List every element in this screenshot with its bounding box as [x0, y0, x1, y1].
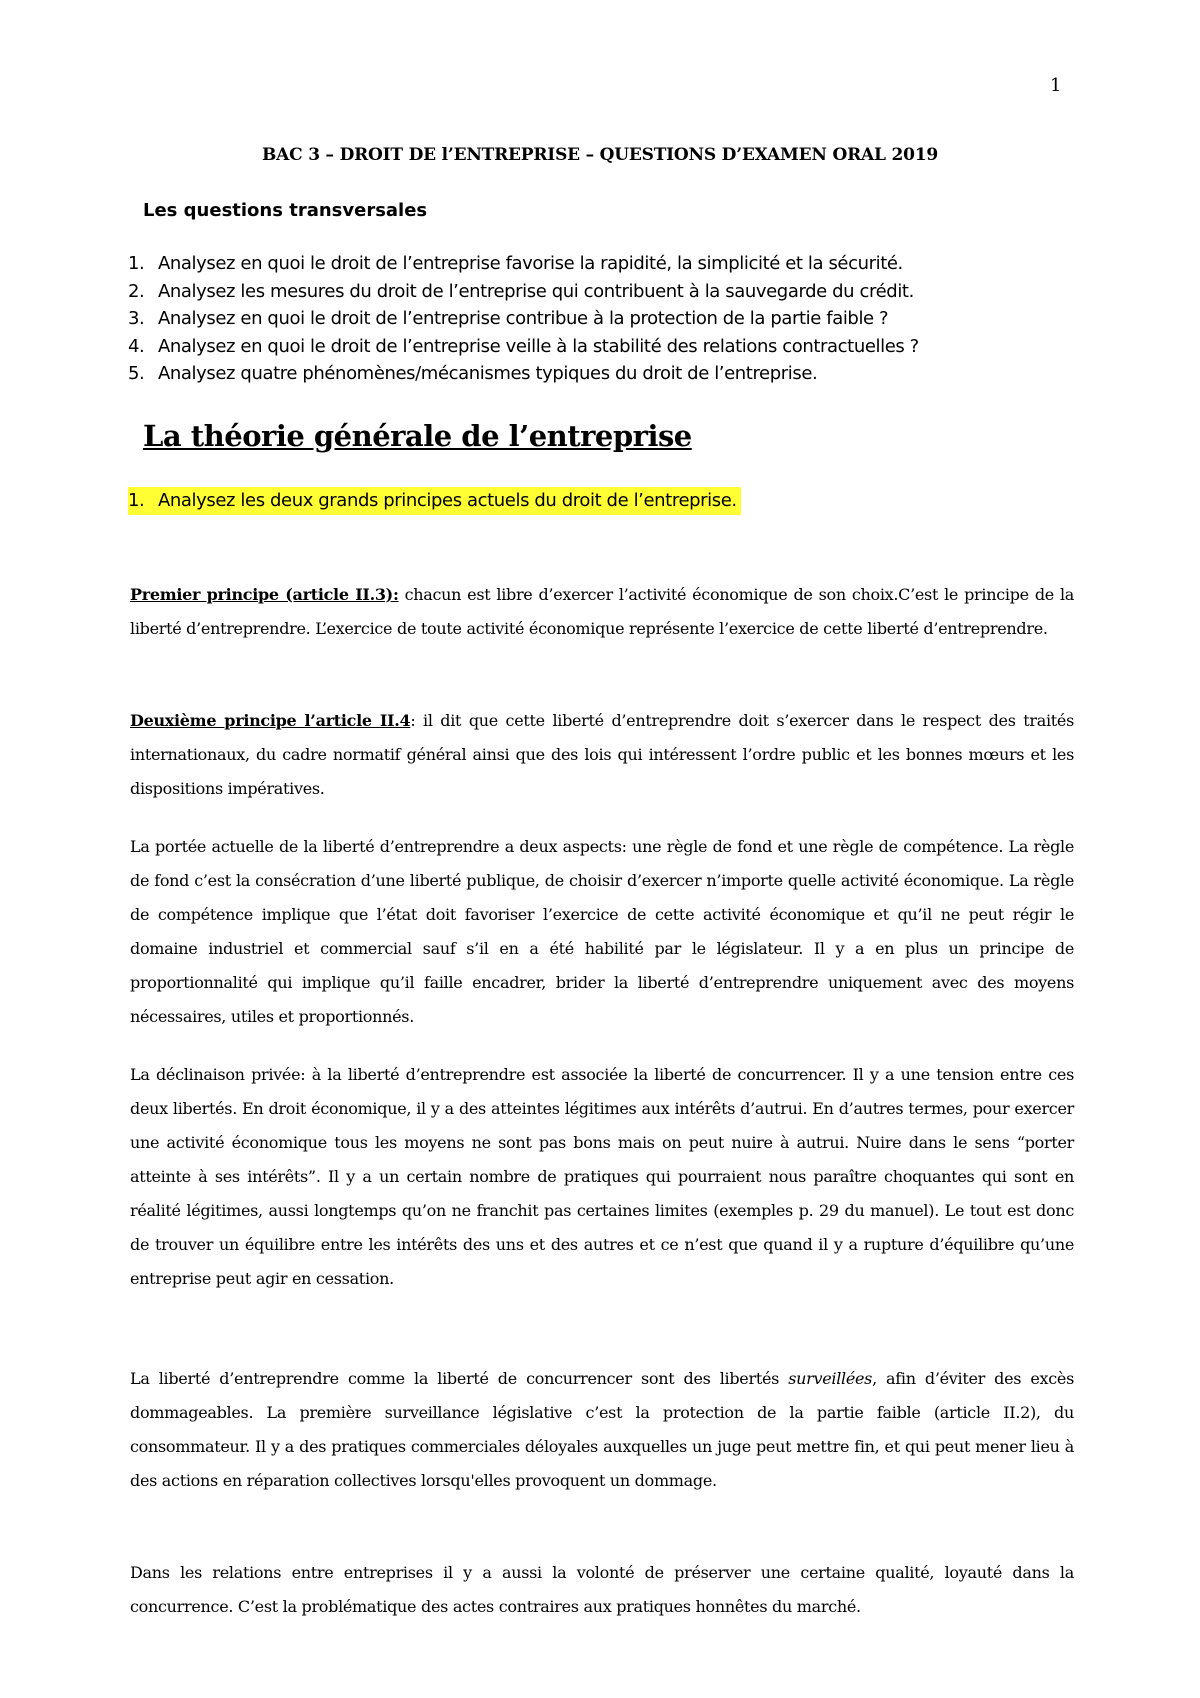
list-item [128, 250, 1078, 278]
list-item [128, 305, 1078, 333]
paragraph-relations-entreprises: Dans les relations entre entreprises il y a aussi la volonté de préserver une certaine qualité, loyauté dans la concurrence. C’est la problématique des actes contraires aux pratiques honnêtes du marché. [130, 1563, 1074, 1616]
page-number: 1 [1050, 75, 1062, 96]
section-title: La théorie générale de l’entreprise [143, 419, 692, 453]
transversal-heading: Les questions transversales [143, 200, 428, 221]
libertes-text-before: La liberté d’entreprendre comme la liberté de concurrencer sont des libertés [130, 1369, 789, 1388]
libertes-text-after: , afin d’éviter des excès dommageables. La première surveillance législative c’est la protection de la partie faible (article II.2), du consommateur. Il y a des pratiques commerciales déloyales auxquelles un juge peut mettre fin, et qui peut mener lieu à des actions en réparation collectives lorsqu'elles provoquent un dommage. [130, 1369, 1074, 1490]
list-item [128, 333, 1078, 361]
list-item [128, 278, 1078, 306]
question-number: 3. [128, 308, 145, 329]
question-text: Analysez en quoi le droit de l’entreprise veille à la stabilité des relations contractuelles ? [158, 335, 919, 357]
list-item [128, 360, 1078, 388]
question-text: Analysez en quoi le droit de l’entreprise favorise la rapidité, la simplicité et la sécurité. [158, 253, 903, 274]
question-text: Analysez quatre phénomènes/mécanismes typiques du droit de l’entreprise. [158, 363, 818, 384]
question-number: 5. [128, 363, 145, 384]
libertes-emphasis: surveillées [788, 1369, 873, 1388]
question-number: 2. [128, 280, 145, 302]
question-number: 1. [128, 253, 145, 274]
premier-principe-label: Premier principe (article II.3): [130, 585, 399, 604]
premier-principe-text: chacun est libre d’exercer l’activité économique de son choix.C’est le principe de la liberté d’entreprendre. L’exercice de toute activité économique représente l’exercice de cette liberté d’entreprendre. [130, 585, 1075, 638]
paragraph-libertes-surveillees [130, 1362, 1074, 1498]
question-text: Analysez les deux grands principes actuels du droit de l’entreprise. [158, 490, 737, 511]
deuxieme-principe-text: : il dit que cette liberté d’entreprendre doit s’exercer dans le respect des traités internationaux, du cadre normatif général ainsi que des lois qui intéressent l’ordre public et les bonnes mœurs et les dispositions impératives. [130, 711, 1074, 798]
paragraph-premier-principe [130, 578, 1074, 646]
question-text: Analysez en quoi le droit de l’entreprise contribue à la protection de la partie faible ? [158, 308, 889, 329]
question-number: 4. [128, 335, 145, 357]
transversal-question-list [128, 250, 1078, 388]
question-text: Analysez les mesures du droit de l’entreprise qui contribuent à la sauvegarde du crédit. [158, 280, 914, 302]
highlighted-question [128, 487, 741, 515]
paragraph-deuxieme-principe [130, 704, 1074, 806]
document-title: BAC 3 – DROIT DE l’ENTREPRISE – QUESTIONS D’EXAMEN ORAL 2019 [262, 145, 938, 165]
deuxieme-principe-label: Deuxième principe l’article II.4 [130, 711, 411, 730]
question-number: 1. [128, 490, 145, 511]
paragraph-portee: La portée actuelle de la liberté d’entreprendre a deux aspects: une règle de fond et une règle de compétence. La règle de fond c’est la consécration d’une liberté publique, de choisir d’exercer n’importe quelle activité économique. La règle de compétence implique que l’état doit favoriser l’exercice de cette activité économique et qu’il ne peut régir le domaine industriel et commercial sauf s’il en a été habilité par le législateur. Il y a en plus un principe de proportionnalité qui implique qu’il faille encadrer, brider la liberté d’entreprendre uniquement avec des moyens nécessaires, utiles et proportionnés. [130, 837, 1074, 1026]
paragraph-declinaison: La déclinaison privée: à la liberté d’entreprendre est associée la liberté de concurrencer. Il y a une tension entre ces deux libertés. En droit économique, il y a des atteintes légitimes aux intérêts d’autrui. En d’autres termes, pour exercer une activité économique tous les moyens ne sont pas bons mais on peut nuire à autrui. Nuire dans le sens “porter atteinte à ses intérêts”. Il y a un certain nombre de pratiques qui pourraient nous paraître choquantes qui sont en réalité légitimes, aussi longtemps qu’on ne franchit pas certaines limites (exemples p. 29 du manuel). Le tout est donc de trouver un équilibre entre les intérêts des uns et des autres et ce n’est que quand il y a rupture d’équilibre qu’une entreprise peut agir en cessation. [130, 1065, 1074, 1288]
